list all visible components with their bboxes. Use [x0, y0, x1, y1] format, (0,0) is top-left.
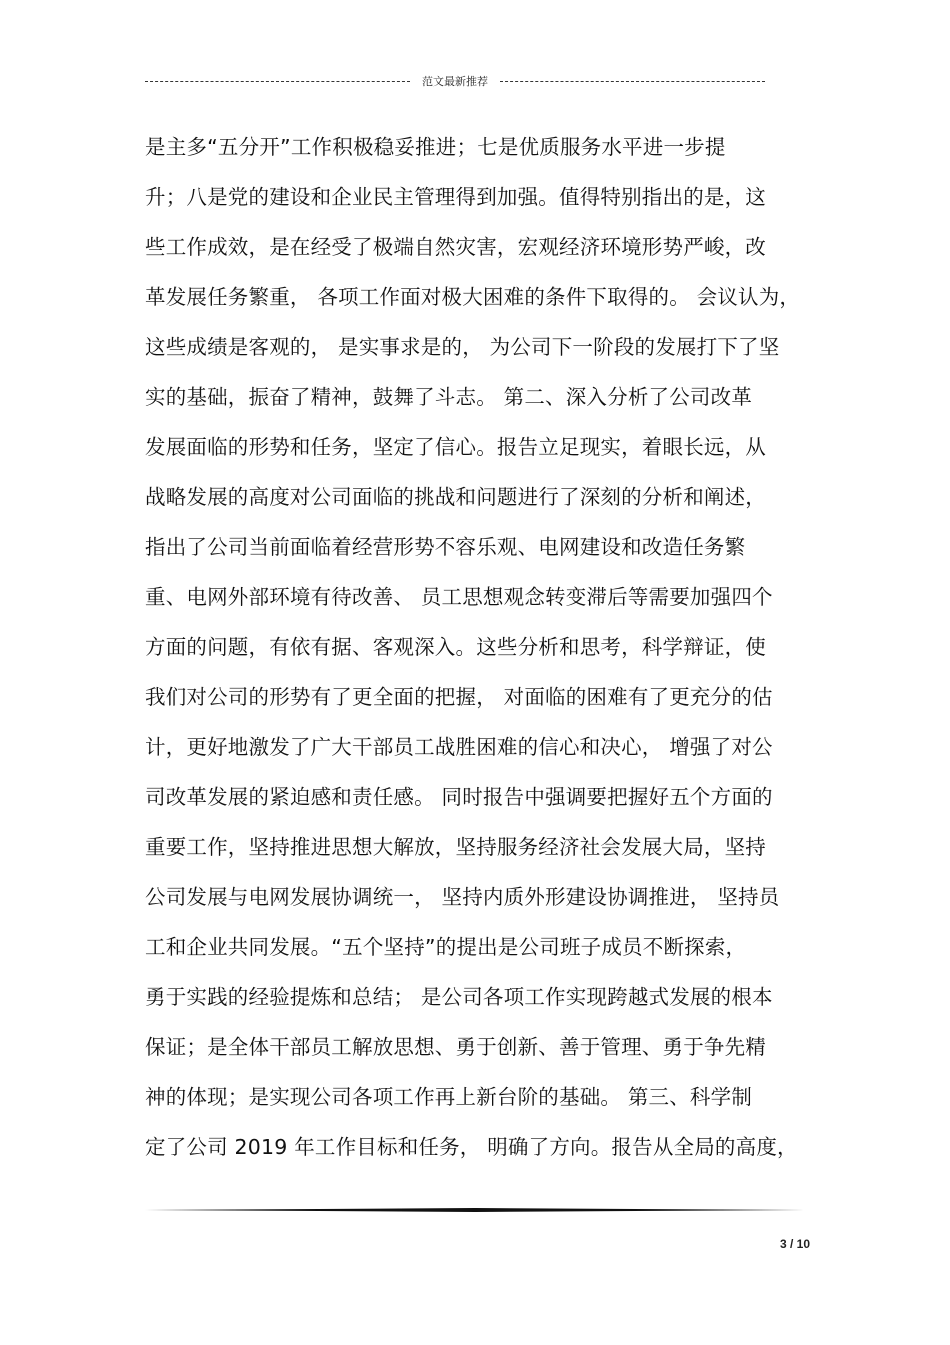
text-line: 是主多“五分开”工作积极稳妥推进；七是优质服务水平进一步提 [145, 135, 726, 159]
text-line: 发展面临的形势和任务，坚定了信心。报告立足现实，着眼长远，从 [145, 435, 766, 459]
text-line: 战略发展的高度对公司面临的挑战和问题进行了深刻的分析和阐述， [145, 485, 766, 509]
text-line: 计，更好地激发了广大干部员工战胜困难的信心和决心， 增强了对公 [145, 735, 773, 759]
text-line: 指出了公司当前面临着经营形势不容乐观、电网建设和改造任务繁 [145, 535, 746, 559]
text-line: 重、电网外部环境有待改善、 员工思想观念转变滞后等需要加强四个 [145, 585, 773, 609]
text-line: 勇于实践的经验提炼和总结； 是公司各项工作实现跨越式发展的根本 [145, 985, 773, 1009]
body-text [145, 122, 815, 1172]
footer-divider [145, 1208, 805, 1212]
page-number: 3 / 10 [779, 1237, 810, 1251]
text-line: 公司发展与电网发展协调统一， 坚持内质外形建设协调推进， 坚持员 [145, 885, 780, 909]
text-line: 我们对公司的形势有了更全面的把握， 对面临的困难有了更充分的估 [145, 685, 773, 709]
text-line: 重要工作，坚持推进思想大解放，坚持服务经济社会发展大局，坚持 [145, 835, 766, 859]
text-line: 方面的问题，有依有据、客观深入。这些分析和思考，科学辩证，使 [145, 635, 766, 659]
text-line: 工和企业共同发展。“五个坚持”的提出是公司班子成员不断探索， [145, 935, 747, 959]
page-header [145, 72, 765, 90]
text-line: 定了公司 2019 年工作目标和任务， 明确了方向。报告从全局的高度， [145, 1135, 798, 1159]
text-line: 革发展任务繁重， 各项工作面对极大困难的条件下取得的。 会议认为， [145, 285, 801, 309]
text-line: 神的体现；是实现公司各项工作再上新台阶的基础。 第三、科学制 [145, 1085, 753, 1109]
header-left-dashes [145, 81, 410, 82]
text-line: 实的基础，振奋了精神，鼓舞了斗志。 第二、深入分析了公司改革 [145, 385, 753, 409]
text-line: 司改革发展的紧迫感和责任感。 同时报告中强调要把握好五个方面的 [145, 785, 773, 809]
header-right-dashes [500, 81, 765, 82]
text-line: 些工作成效，是在经受了极端自然灾害，宏观经济环境形势严峻，改 [145, 235, 766, 259]
text-line: 保证；是全体干部员工解放思想、勇于创新、善于管理、勇于争先精 [145, 1035, 766, 1059]
text-line: 升；八是党的建设和企业民主管理得到加强。值得特别指出的是，这 [145, 185, 766, 209]
footer-divider-line [145, 1208, 805, 1212]
header-title: 范文最新推荐 [422, 75, 488, 88]
text-line: 这些成绩是客观的， 是实事求是的， 为公司下一阶段的发展打下了坚 [145, 335, 780, 359]
